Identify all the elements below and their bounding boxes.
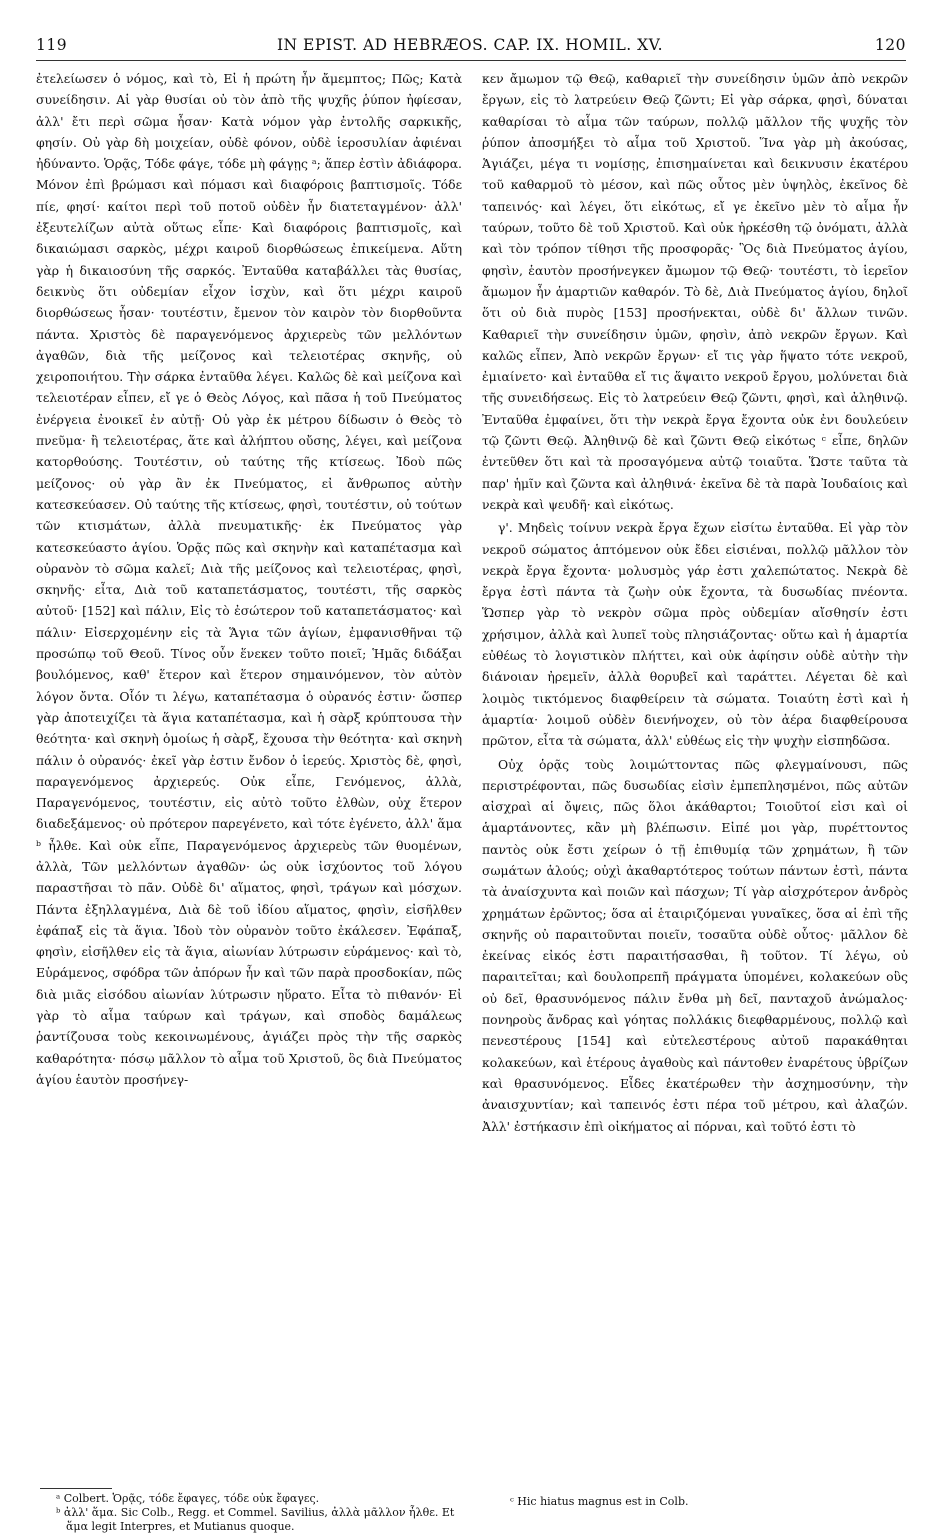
right-paragraph-2: γ'. Μηδεὶς τοίνυν νεκρὰ ἔργα ἔχων εἰσίτω ἐνταῦθα. Εἰ γὰρ τὸν νεκροῦ σώματος ἁπτόμενον οὐκ ἔδει εἰσιέναι, πολλῷ μᾶλλον τὸν νεκρὰ ἔργα ἔχοντα· μολυσμὸς γάρ ἐστι χαλεπώτατος. Νεκρὰ δὲ ἔργα ἐστὶ πάντα τὰ ζωὴν οὐκ ἔχοντα, τὰ δυσωδίας πνέοντα. Ὥσπερ γὰρ τὸ νεκρὸν σῶμα πρὸς οὐδεμίαν αἴσθησίν ἐστι χρήσιμον, ἀλλὰ καὶ λυπεῖ τοὺς πλησιάζοντας· οὕτω καὶ ἡ ἁμαρτία εὐθέως τὸ λογιστικὸν πλήττει, καὶ οὐκ ἀφίησιν οὐδὲ αὐτὴν τὴν διάνοιαν ἠρεμεῖν, ἀλλὰ θορυβεῖ καὶ ταράττει. Λέγεται δὲ καὶ λοιμὸς τικτόμενος διαφθείρειν τὰ σώματα. Τοιαύτη ἐστὶ καὶ ἡ ἁμαρτία· λοιμοῦ οὐδὲν διενήνοχεν, οὐ τὸν ἀέρα διαφθείρουσα πρῶτον, εἶτα τὰ σώματα, ἀλλ' εὐθέως εἰς τὴν ψυχὴν εἰσπηδῶσα. <box>482 520 908 749</box>
right-paragraph-3: Οὐχ ὁρᾷς τοὺς λοιμώττοντας πῶς φλεγμαίνουσι, πῶς περιστρέφονται, πῶς δυσωδίας εἰσὶν ἐμπεπλησμένοι, πῶς αὐτῶν αἰσχραὶ αἱ ὄψεις, πῶς ὅλοι ἀκάθαρτοι; Τοιοῦτοί εἰσι καὶ οἱ ἁμαρτάνοντες, κἂν μὴ βλέπωσιν. Εἰπέ μοι γὰρ, πυρέττοντος παντὸς οὐκ ἔστι χείρων ὁ τῇ ἐπιθυμίᾳ τῶν χρημάτων, ἢ τῶν σωμάτων ἁλούς; οὐχὶ ἀκαθαρτότερος τούτων πάντων ἐστὶ, πάντα τὰ ἀναίσχυντα καὶ ποιῶν καὶ πάσχων; Τί γὰρ αἰσχρότερον ἀνδρὸς χρημάτων ἐρῶντος; ὅσα αἱ ἑταιριζόμεναι γυναῖκες, ὅσα αἱ ἐπὶ τῆς σκηνῆς οὐ παραιτοῦνται ποιεῖν, τοσαῦτα οὐδὲ οὗτος· μᾶλλον δὲ ἐκείνας εἰκός ἐστι παραιτήσασθαι, ἢ τοῦτον. Τί λέγω, οὐ παραιτεῖται; καὶ δουλοπρεπῆ πράγματα ὑπομένει, κολακεύων οὓς οὐ δεῖ, θρασυνόμενος πάλιν ἔνθα μὴ δεῖ, πανταχοῦ ἀνώμαλος· πονηροὺς ἄνδρας καὶ γόητας πολλάκις διεφθαρμένους, πολλῷ καὶ πενεστέρους [154] καὶ εὐτελεστέρους αὐτοῦ παρακάθηται κολακεύων, καὶ ἑτέρους ἀγαθοὺς καὶ πάντοθεν ἐναρέτους ὑβρίζων καὶ θρασυνόμενος. Εἶδες ἑκατέρωθεν τὴν ἀσχημοσύνην, τὴν ἀναισχυντίαν; καὶ ταπεινός ἐστι πέρα τοῦ μέτρου, καὶ ἀλαζών. Ἀλλ' ἐστήκασιν ἐπὶ οἰκήματος αἱ πόρναι, καὶ τοῦτό ἐστι τὸ <box>482 756 908 1134</box>
footnote-b: ᵇ ἀλλ' ἅμα. Sic Colb., Regg. et Commel. Savilius, ἀλλὰ μᾶλλον ἦλθε. Et ἅμα legit Interpres, et Mutianus quoque. <box>56 1506 455 1533</box>
page-number-left: 119 <box>36 36 68 54</box>
header-rule <box>36 60 906 61</box>
left-paragraph-1: ἐτελείωσεν ὁ νόμος, καὶ τὸ, Εἰ ἡ πρώτη ἦν ἄμεμπτος; Πῶς; Κατὰ συνείδησιν. Αἱ γὰρ θυσίαι οὐ τὸν ἀπὸ τῆς ψυχῆς ῥύπον ἠφίεσαν, ἀλλ' ἔτι περὶ σῶμα ἦσαν· Κατὰ νόμον γὰρ ἐντολῆς σαρκικῆς, φησίν. Οὐ γὰρ δὴ μοιχείαν, οὐδὲ φόνον, οὐδὲ ἱεροσυλίαν ἀφιέναι ἠδύναντο. Ὁρᾷς, Τόδε φάγε, τόδε μὴ φάγῃς ᵃ; ἅπερ ἐστὶν ἀδιάφορα. Μόνον ἐπὶ βρώμασι καὶ πόμασι καὶ διαφόροις βαπτισμοῖς. Τόδε πίε, φησί· καίτοι περὶ τοῦ ποτοῦ οὐδὲν ἦν διατεταγμένον· ἀλλ' ἐξευτελίζων αὐτὰ οὕτως εἶπε· Καὶ διαφόροις βαπτισμοῖς, καὶ δικαιώμασι σαρκὸς, μέχρι καιροῦ διορθώσεως ἐπικείμενα. Αὕτη γὰρ ἡ δικαιοσύνη τῆς σαρκός. Ἐνταῦθα καταβάλλει τὰς θυσίας, δεικνὺς ὅτι οὐδεμίαν εἶχον ἰσχὺν, καὶ ὅτι μέχρι καιροῦ διορθώσεως ἦσαν· τουτέστιν, ἔμενον τὸν καιρὸν τὸν διορθοῦντα πάντα. Χριστὸς δὲ παραγενόμενος ἀρχιερεὺς τῶν μελλόντων ἀγαθῶν, διὰ τῆς μείζονος καὶ τελειοτέρας σκηνῆς, οὐ χειροποιήτου. Τὴν σάρκα ἐνταῦθα λέγει. Καλῶς δὲ καὶ μείζονα καὶ τελειοτέραν εἶπεν, εἴ γε ὁ Θεὸς Λόγος, καὶ πᾶσα ἡ τοῦ Πνεύματος ἐνέργεια ἐνοικεῖ ἐν αὐτῇ· Οὐ γὰρ ἐκ μέτρου δίδωσιν ὁ Θεὸς τὸ πνεῦμα· ἢ τελειοτέρας, ἅτε καὶ ἀλήπτου οὔσης, λέγει, καὶ μείζονα κατορθούσης. Τουτέστιν, οὐ ταύτης τῆς κτίσεως. Ἰδοὺ πῶς μείζονος· οὐ γὰρ ἂν ἐκ Πνεύματος, εἰ ἄνθρωπος αὐτὴν κατεσκεύασεν. Οὐ ταύτης τῆς κτίσεως, φησὶ, τουτέστιν, οὐ τούτων τῶν κτισμάτων, ἀλλὰ πνευματικῆς· ἐκ Πνεύματος γὰρ κατεσκεύαστο ἁγίου. Ὁρᾷς πῶς καὶ σκηνὴν καὶ καταπέτασμα καὶ οὐρανὸν τὸ σῶμα καλεῖ; Διὰ τῆς μείζονος καὶ τελειοτέρας, φησὶ, σκηνῆς· εἶτα, Διὰ τοῦ καταπετάσματος, τουτέστι, τῆς σαρκὸς αὐτοῦ· [152] καὶ πάλιν, Εἰς τὸ ἐσώτερον τοῦ καταπετάσματος· καὶ πάλιν· Εἰσερχομένην εἰς τὰ Ἅγια τῶν ἁγίων, ἐμφανισθῆναι τῷ προσώπῳ τοῦ Θεοῦ. Τίνος οὖν ἕνεκεν τοῦτο ποιεῖ; Ἡμᾶς διδάξαι βουλόμενος, καθ' ἕτερον καὶ ἕτερον σημαινόμενον, τὸν αὐτὸν λόγον ὄντα. Οἷόν τι λέγω, καταπέτασμα ὁ οὐρανός ἐστιν· ὥσπερ γὰρ ἀποτειχίζει τὰ ἅγια καταπέτασμα, καὶ ἡ σὰρξ κρύπτουσα τὴν θεότητα· καὶ σκηνὴ ὁμοίως ἡ σὰρξ, ἔχουσα τὴν θεότητα· καὶ σκηνὴ πάλιν ὁ οὐρανός· ἐκεῖ γὰρ ἐστιν ἔνδον ὁ ἱερεύς. Χριστὸς δὲ, φησὶ, παραγενόμενος ἀρχιερεύς. Οὐκ εἶπε, Γενόμενος, ἀλλὰ, Παραγενόμενος, τουτέστιν, εἰς αὐτὸ τοῦτο ἐλθὼν, οὐχ ἕτερον διαδεξάμενος· οὐ πρότερον παρεγένετο, καὶ τότε ἐγένετο, ἀλλ' ἅμα ᵇ ἦλθε. Καὶ οὐκ εἶπε, Παραγενόμενος ἀρχιερεὺς τῶν θυομένων, ἀλλὰ, Τῶν μελλόντων ἀγαθῶν· ὡς οὐκ ἰσχύοντος τοῦ λόγου παραστῆσαι τὸ πᾶν. Οὐδὲ δι' αἵματος, φησὶ, τράγων καὶ μόσχων. Πάντα ἐξηλλαγμένα, Διὰ δὲ τοῦ ἰδίου αἵματος, φησὶν, εἰσῆλθεν ἐφάπαξ εἰς τὰ ἅγια. Ἰδοὺ τὸν οὐρανὸν τοῦτο ἐκάλεσεν. Ἐφάπαξ, φησὶν, εἰσῆλθεν εἰς τὰ ἅγια, αἰωνίαν λύτρωσιν εὑράμενος· καὶ τὸ, Εὑράμενος, σφόδρα τῶν ἀπόρων ἦν καὶ τῶν παρὰ προσδοκίαν, πῶς διὰ μιᾶς εἰσόδου αἰωνίαν λύτρωσιν ηὕρατο. Εἶτα τὸ πιθανόν· Εἰ γὰρ τὸ αἷμα ταύρων καὶ τράγων, καὶ σποδὸς δαμάλεως ῥαντίζουσα τοὺς κεκοινωμένους, ἁγιάζει πρὸς τὴν τῆς σαρκὸς καθαρότητα· πόσῳ μᾶλλον τὸ αἷμα τοῦ Χριστοῦ, ὃς διὰ Πνεύματος ἁγίου ἑαυτὸν προσήνεγ- <box>36 71 462 1087</box>
footnote-rule <box>40 1488 112 1489</box>
footnotes-left <box>56 1492 460 1534</box>
footnote-c: ᶜ Hic hiatus magnus est in Colb. <box>510 1495 689 1508</box>
right-paragraph-1: κεν ἄμωμον τῷ Θεῷ, καθαριεῖ τὴν συνείδησιν ὑμῶν ἀπὸ νεκρῶν ἔργων, εἰς τὸ λατρεύειν Θεῷ ζῶντι; Εἰ γὰρ σάρκα, φησὶ, δύναται καθαρίσαι τὸ αἷμα τῶν ταύρων, πολλῷ μᾶλλον τῆς ψυχῆς τὸν ῥύπον ἀποσμήξει τὸ αἷμα τοῦ Χριστοῦ. Ἵνα γὰρ μὴ ἀκούσας, Ἁγιάζει, μέγα τι νομίσῃς, ἐπισημαίνεται καὶ δεικνυσιν ἑκατέρου τοῦ καθαρμοῦ τὸ μέσον, καὶ πῶς οὗτος μὲν ὑψηλὸς, ἐκεῖνος δὲ ταπεινός· καὶ λέγει, ὅτι εἰκότως, εἴ γε ἐκεῖνο μὲν τὸ αἷμα ἦν ταύρων, τοῦτο δὲ τοῦ Χριστοῦ. Καὶ οὐκ ἠρκέσθη τῷ ὀνόματι, ἀλλὰ καὶ τὸν τρόπον τίθησι τῆς προσφορᾶς· Ὃς διὰ Πνεύματος ἁγίου, φησὶν, ἑαυτὸν προσήνεγκεν ἄμωμον τῷ Θεῷ· τουτέστι, τὸ ἱερεῖον ἄμωμον ἦν ἁμαρτιῶν καθαρόν. Τὸ δὲ, Διὰ Πνεύματος ἁγίου, δηλοῖ ὅτι οὐ διὰ πυρὸς [153] προσήνεκται, οὐδὲ δι' ἄλλων τινῶν. Καθαριεῖ τὴν συνείδησιν ὑμῶν, φησὶν, ἀπὸ νεκρῶν ἔργων. Καὶ καλῶς εἶπεν, Ἀπὸ νεκρῶν ἔργων· εἴ τις γὰρ ἥψατο τότε νεκροῦ, ἐμιαίνετο· καὶ ἐνταῦθα εἴ τις ἅψαιτο νεκροῦ ἔργου, μολύνεται διὰ τῆς συνειδήσεως. Εἰς τὸ λατρεύειν Θεῷ ζῶντι, φησὶ, καὶ ἀληθινῷ. Ἐνταῦθα ἐμφαίνει, ὅτι τὴν νεκρὰ ἔργα ἔχοντα οὐκ ἐνι δουλεύειν τῷ ζῶντι Θεῷ. Ἀληθινῷ δὲ καὶ ζῶντι Θεῷ εἰκότως ᶜ εἶπε, δηλῶν ἐντεῦθεν ὅτι καὶ τὰ προσαγόμενα αὐτῷ τοιαῦτα. Ὥστε ταῦτα τὰ παρ' ἡμῖν καὶ ζῶντα καὶ ἀληθινά· ἐκεῖνα δὲ τὰ παρὰ Ἰουδαίοις καὶ νεκρὰ καὶ ψευδῆ· καὶ εἰκότως. <box>482 71 908 512</box>
running-title: IN EPIST. AD HEBRÆOS. CAP. IX. HOMIL. XV. <box>276 36 664 54</box>
footnote-a: ᵃ Colbert. Ὁρᾷς, τόδε ἔφαγες, τόδε οὐκ ἔφαγες. <box>56 1492 320 1505</box>
left-column <box>36 68 462 1486</box>
running-header <box>32 36 908 60</box>
page-number-right: 120 <box>874 36 906 54</box>
right-column <box>482 68 908 1486</box>
footnotes-right <box>510 1495 890 1509</box>
